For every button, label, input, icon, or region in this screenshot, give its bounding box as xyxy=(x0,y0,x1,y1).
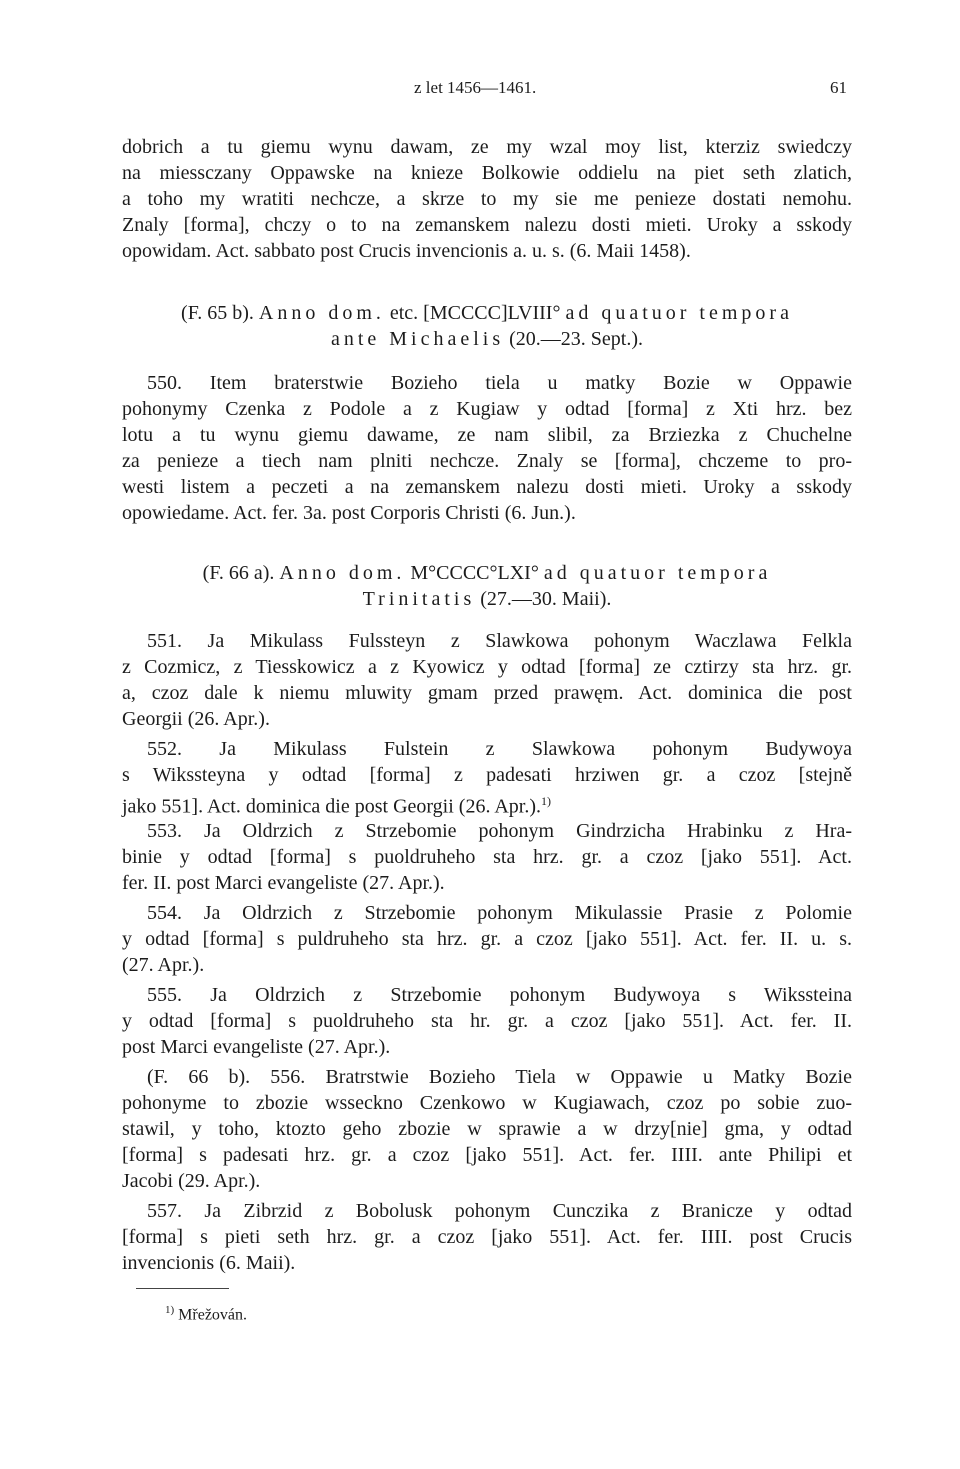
section-heading-cont xyxy=(122,326,852,352)
text-line: pohonymy Czenka z Podole a z Kugiaw y odtad [forma] z Xti hrz. bez xyxy=(122,398,852,420)
footnote-ref: 1) xyxy=(541,794,552,808)
heading-tempora: ad quatuor tempora xyxy=(543,562,772,584)
footnote-rule xyxy=(136,1288,229,1289)
heading-feast: ante Michaelis xyxy=(330,328,505,350)
entry-line: (F. 66 b). 556. Bratrstwie Bozieho Tiela w Oppawie u Matky Bozie xyxy=(147,1066,852,1088)
text-line-body: jako 551]. Act. dominica die post Georgii (26. Apr.). xyxy=(122,795,542,818)
text-line: Znaly [forma], chczy o to na zemanskem nalezu dosti mieti. Uroky a sskody xyxy=(122,214,852,236)
heading-dates: (27.—30. Maii). xyxy=(475,588,612,610)
text-line: fer. II. post Marci evangeliste (27. Apr.). xyxy=(122,872,445,894)
footnote-marker: 1) xyxy=(165,1304,175,1316)
text-line: z Cozmicz, z Tiesskowicz a z Kyowicz y odtad [forma] ze cztirzy sta hrz. gr. xyxy=(122,656,852,678)
entry-line: 553. Ja Oldrzich z Strzebomie pohonym Gindrzicha Hrabinku z Hra- xyxy=(147,820,852,842)
text-line: stawil, y toho, ktozto geho zbozie w sprawie a w drzy[nie] gma, y odtad xyxy=(122,1118,852,1140)
section-heading xyxy=(122,300,852,326)
footnote-text: Mřežován. xyxy=(174,1306,248,1324)
heading-date: M°CCCC°LXI° xyxy=(405,562,544,584)
text-line: dobrich a tu giemu wynu dawam, ze my wzal moy list, kterziz swiedczy xyxy=(122,136,852,158)
text-line: [forma] s pieti seth hrz. gr. a czoz [jako 551]. Act. fer. IIII. post Crucis xyxy=(122,1226,852,1248)
text-line: invencionis (6. Maii). xyxy=(122,1252,296,1274)
running-head: z let 1456—1461. xyxy=(414,78,537,97)
text-line: s Wikssteyna y odtad [forma] z padesati hrziwen gr. a czoz [stejně xyxy=(122,764,852,786)
entry-line: 552. Ja Mikulass Fulstein z Slawkowa pohonym Budywoya xyxy=(147,738,852,760)
text-line: opowiedame. Act. fer. 3a. post Corporis Christi (6. Jun.). xyxy=(122,502,576,524)
entry-line: 550. Item braterstwie Bozieho tiela u matky Bozie w Oppawie xyxy=(147,372,852,394)
text-line: opowidam. Act. sabbato post Crucis invencionis a. u. s. (6. Maii 1458). xyxy=(122,240,691,262)
entry-line: 557. Ja Zibrzid z Bobolusk pohonym Cunczika z Branicze y odtad xyxy=(147,1200,852,1222)
text-line: pohonyme to zbozie wsseckno Czenkowo w Kugiawach, czoz po sobie zuo- xyxy=(122,1092,852,1114)
text-line: [forma] s padesati hrz. gr. a czoz [jako 551]. Act. fer. IIII. ante Philipi et xyxy=(122,1144,852,1166)
heading-tempora: ad quatuor tempora xyxy=(565,302,793,324)
text-line: Jacobi (29. Apr.). xyxy=(122,1170,261,1192)
heading-dates: (20.—23. Sept.). xyxy=(504,328,644,350)
heading-anno: Anno dom. xyxy=(258,302,385,324)
text-line: na miessczany Oppawske na knieze Bolkowie oddielu na piet seth zlatich, xyxy=(122,162,852,184)
footnote xyxy=(165,1297,247,1328)
heading-folio: (F. 66 a). xyxy=(202,562,280,584)
text-line: a, czoz dale k niemu mluwity gmam przed prawęm. Act. dominica die post xyxy=(122,682,852,704)
section-heading xyxy=(122,560,852,586)
entry-line: 554. Ja Oldrzich z Strzebomie pohonym Mikulassie Prasie z Polomie xyxy=(147,902,852,924)
entry-line: 555. Ja Oldrzich z Strzebomie pohonym Budywoya s Wikssteina xyxy=(147,984,852,1006)
heading-date: etc. [MCCCC]LVIII° xyxy=(384,302,566,324)
text-line: Georgii (26. Apr.). xyxy=(122,708,270,730)
section-heading-cont xyxy=(122,586,852,612)
text-line: binie y odtad [forma] s puoldruheho sta hrz. gr. a czoz [jako 551]. Act. xyxy=(122,846,852,868)
text-line: y odtad [forma] s puldruheho sta hrz. gr. a czoz [jako 551]. Act. fer. II. u. s. xyxy=(122,928,852,950)
text-line: (27. Apr.). xyxy=(122,954,205,976)
text-line: y odtad [forma] s puoldruheho sta hr. gr. a czoz [jako 551]. Act. fer. II. xyxy=(122,1010,852,1032)
text-line: a toho my wratiti nechcze, a skrze to my sie me penieze dostati nemohu. xyxy=(122,188,852,210)
text-line: lotu a tu wynu giemu dawame, ze nam slibil, za Brziezka z Chuchelne xyxy=(122,424,852,446)
entry-line: 551. Ja Mikulass Fulssteyn z Slawkowa pohonym Waczlawa Felkla xyxy=(147,630,852,652)
heading-folio: (F. 65 b). xyxy=(181,302,259,324)
heading-feast: Trinitatis xyxy=(362,588,476,610)
heading-anno: Anno dom. xyxy=(279,562,406,584)
text-line xyxy=(122,788,551,820)
text-line: za penieze a tiech nam plniti nechcze. Znaly se [forma], chczeme to pro- xyxy=(122,450,852,472)
text-line: westi listem a peczeti a na zemanskem nalezu dosti mieti. Uroky a sskody xyxy=(122,476,852,498)
text-line: post Marci evangeliste (27. Apr.). xyxy=(122,1036,391,1058)
page-number: 61 xyxy=(830,78,847,97)
